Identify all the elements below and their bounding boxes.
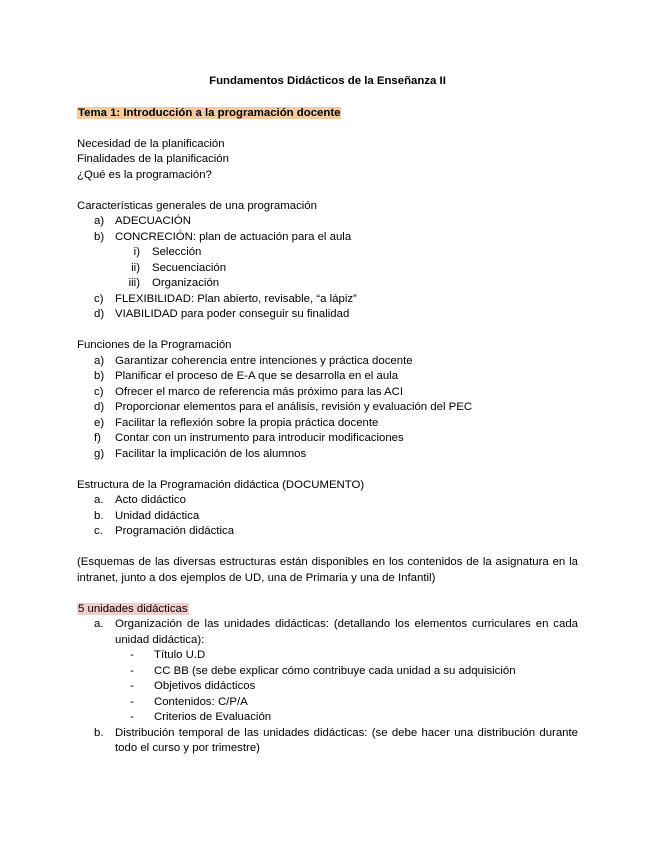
list-marker: a.: [94, 494, 104, 506]
list-item: [77, 509, 578, 525]
list-marker: b.: [94, 726, 104, 739]
list-marker: d): [94, 308, 105, 320]
list-marker: -: [130, 695, 134, 708]
list-text: Programación didáctica: [115, 525, 235, 537]
list-marker: -: [130, 649, 134, 661]
list-marker: iii): [128, 277, 140, 289]
list-item: [77, 493, 578, 509]
list-text: Objetivos didácticos: [154, 680, 256, 692]
list-text: Título U.D: [154, 649, 206, 661]
note-paragraph: (Esquemas de las diversas estructuras están disponibles en los contenidos de la asignatura en la intranet, junto a dos ejemplos de UD, una de Primaria y una de Infantil): [77, 556, 578, 584]
unidades-highlight: 5 unidades didácticas: [78, 602, 188, 615]
list-marker: c): [94, 385, 104, 398]
list-marker: a): [94, 354, 105, 367]
list-item: [77, 214, 578, 230]
list-marker: -: [130, 680, 134, 692]
list-item: [77, 369, 578, 385]
sub-list-item: [77, 261, 578, 277]
intro-line: Necesidad de la planificación: [77, 137, 225, 150]
list-text: VIABILIDAD para poder conseguir su finalidad: [115, 308, 350, 320]
list-item: [77, 385, 578, 401]
list-text: ADECUACIÓN: [115, 215, 191, 227]
list-item: [77, 292, 578, 308]
list-item: [77, 354, 578, 370]
list-item: [77, 400, 578, 416]
list-marker: -: [130, 664, 134, 677]
list-text: Acto didáctico: [115, 494, 186, 506]
list-item: [77, 230, 578, 246]
list-text: Facilitar la implicación de los alumnos: [115, 447, 307, 460]
list-text: Organización: [152, 277, 220, 289]
list-text: Ofrecer el marco de referencia más próximo para las ACI: [115, 385, 404, 398]
list-text: Organización de las unidades didácticas: (detallando los elementos curriculares en cada unidad didáctica):: [115, 618, 578, 646]
list-item: [77, 307, 578, 323]
list-item: [77, 431, 578, 447]
sub-list-item: [77, 710, 578, 726]
sub-list-item: [77, 695, 578, 711]
section-heading-tema: [77, 106, 578, 122]
list-text: CC BB (se debe explicar cómo contribuye cada unidad a su adquisición: [154, 664, 516, 677]
list-marker: ii): [131, 261, 140, 274]
document-page: [77, 74, 578, 757]
list-marker: b): [94, 230, 105, 243]
list-text: FLEXIBILIDAD: Plan abierto, revisable, “a lápiz”: [115, 292, 357, 305]
sub-list-item: [77, 664, 578, 680]
list-text: Criterios de Evaluación: [154, 711, 272, 723]
list-item: [77, 617, 578, 648]
sub-list-item: [77, 245, 578, 261]
list-marker: c): [94, 292, 104, 305]
sub-list-item: [77, 648, 578, 664]
list-text: Contenidos: C/P/A: [154, 695, 248, 708]
list-text: Planificar el proceso de E-A que se desarrolla en el aula: [115, 370, 399, 382]
tema-highlight: Tema 1: Introducción a la programación docente: [78, 106, 341, 119]
caracteristicas-heading: Características generales de una programación: [77, 199, 317, 212]
list-text: Unidad didáctica: [115, 509, 200, 522]
list-item: [77, 416, 578, 432]
funciones-heading: Funciones de la Programación: [77, 339, 232, 351]
list-marker: c.: [94, 525, 103, 537]
list-text: Garantizar coherencia entre intenciones y práctica docente: [115, 354, 413, 367]
intro-line: ¿Qué es la programación?: [77, 168, 212, 181]
list-text: Secuenciación: [152, 261, 227, 274]
list-item: [77, 524, 578, 540]
list-text: Proporcionar elementos para el análisis, revisión y evaluación del PEC: [115, 401, 473, 413]
list-marker: d): [94, 401, 105, 413]
list-text: Selección: [152, 246, 202, 258]
list-marker: i): [133, 246, 140, 258]
unidades-heading: [77, 602, 578, 618]
list-text: Contar con un instrumento para introducir modificaciones: [115, 432, 404, 444]
list-text: CONCRECIÓN: plan de actuación para el aula: [115, 230, 352, 243]
list-item: [77, 447, 578, 463]
sub-list-item: [77, 276, 578, 292]
list-marker: a): [94, 215, 105, 227]
list-marker: g): [94, 447, 105, 460]
list-marker: b.: [94, 509, 104, 522]
list-marker: f): [94, 432, 101, 444]
list-marker: a.: [94, 618, 104, 630]
intro-line: Finalidades de la planificación: [77, 153, 229, 165]
document-title: Fundamentos Didácticos de la Enseñanza II: [209, 75, 446, 87]
list-marker: b): [94, 370, 105, 382]
list-marker: -: [130, 711, 134, 723]
list-text: Facilitar la reflexión sobre la propia práctica docente: [115, 416, 379, 429]
list-text: Distribución temporal de las unidades didácticas: (se debe hacer una distribución durante todo el curso y por trimestre): [115, 726, 578, 754]
list-item: [77, 726, 578, 757]
estructura-heading: Estructura de la Programación didáctica (DOCUMENTO): [77, 478, 365, 491]
sub-list-item: [77, 679, 578, 695]
list-marker: e): [94, 416, 105, 429]
